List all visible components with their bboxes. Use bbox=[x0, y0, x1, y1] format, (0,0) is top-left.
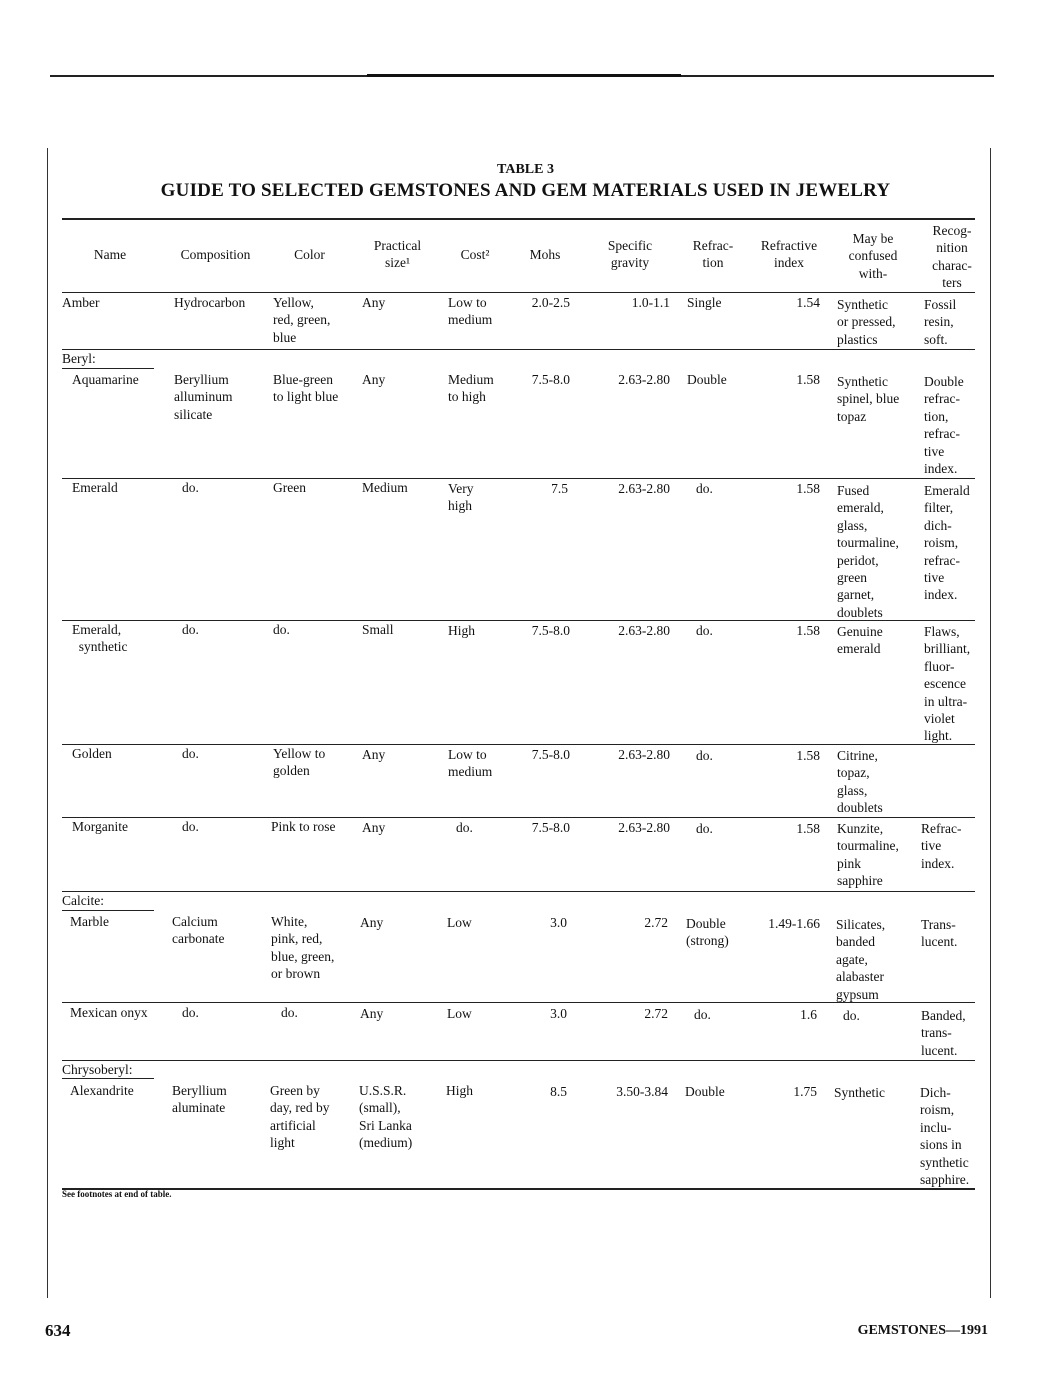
row-rule bbox=[62, 478, 975, 479]
cell-color: do. bbox=[281, 1005, 298, 1020]
cell-composition: Beryllium alluminum silicate bbox=[174, 372, 233, 422]
cell-refraction: do. bbox=[696, 481, 713, 496]
header-bottom-rule bbox=[62, 292, 975, 293]
col-header-mohs: Mohs bbox=[529, 247, 561, 262]
cell-confused: do. bbox=[843, 1008, 860, 1023]
cell-index: 1.58 bbox=[796, 821, 820, 836]
cell-cost: Low bbox=[447, 1006, 472, 1021]
cell-cost: Medium to high bbox=[448, 372, 494, 405]
cell-gravity: 2.63-2.80 bbox=[618, 820, 670, 835]
cell-size: Any bbox=[362, 372, 386, 387]
cell-size: Medium bbox=[362, 480, 408, 495]
cell-name: Aquamarine bbox=[72, 372, 139, 387]
cell-color: Pink to rose bbox=[271, 819, 336, 834]
cell-color: Yellow, red, green, blue bbox=[273, 295, 331, 345]
group-label-beryl: Beryl: bbox=[62, 351, 96, 366]
footnote: See footnotes at end of table. bbox=[62, 1189, 172, 1199]
cell-confused: Synthetic bbox=[834, 1085, 885, 1100]
table-caption: TABLE 3 bbox=[497, 162, 554, 177]
col-header-name: Name bbox=[93, 247, 127, 262]
cell-color: do. bbox=[273, 622, 290, 637]
col-header-gravity: Specific gravity bbox=[607, 238, 653, 271]
cell-size: Any bbox=[360, 915, 384, 930]
col-header-color: Color bbox=[294, 247, 325, 262]
cell-gravity: 2.63-2.80 bbox=[618, 623, 670, 638]
cell-name: Morganite bbox=[72, 819, 128, 834]
col-header-cost: Cost² bbox=[460, 247, 490, 262]
cell-color: Green by day, red by artificial light bbox=[270, 1083, 330, 1151]
cell-mohs: 8.5 bbox=[550, 1084, 567, 1099]
cell-size: Any bbox=[362, 820, 386, 835]
cell-name: Golden bbox=[72, 746, 112, 761]
cell-index: 1.6 bbox=[800, 1007, 817, 1022]
cell-composition: do. bbox=[182, 746, 199, 761]
cell-mohs: 7.5-8.0 bbox=[531, 747, 570, 762]
cell-gravity: 3.50-3.84 bbox=[616, 1084, 668, 1099]
cell-name: Emerald bbox=[72, 480, 118, 495]
cell-cost: High bbox=[446, 1083, 473, 1098]
row-rule bbox=[62, 891, 975, 892]
cell-recognition: Refrac- tive index. bbox=[921, 821, 962, 871]
cell-mohs: 7.5 bbox=[551, 481, 568, 496]
cell-index: 1.58 bbox=[796, 748, 820, 763]
table-title: GUIDE TO SELECTED GEMSTONES AND GEM MATERIALS USED IN JEWELRY bbox=[160, 180, 891, 201]
cell-gravity: 2.72 bbox=[644, 915, 668, 930]
cell-index: 1.58 bbox=[796, 623, 820, 638]
cell-size: Any bbox=[360, 1006, 384, 1021]
cell-index: 1.75 bbox=[793, 1084, 817, 1099]
col-header-recognition: Recog- nition charac- ters bbox=[932, 223, 972, 291]
cell-confused: Synthetic spinel, blue topaz bbox=[837, 374, 900, 424]
cell-confused: Synthetic or pressed, plastics bbox=[837, 297, 896, 347]
cell-mohs: 3.0 bbox=[550, 1006, 567, 1021]
cell-recognition: Trans- lucent. bbox=[921, 917, 958, 950]
cell-mohs: 3.0 bbox=[550, 915, 567, 930]
cell-index: 1.54 bbox=[796, 295, 820, 310]
cell-cost: High bbox=[448, 623, 475, 638]
col-header-refraction: Refrac- tion bbox=[692, 238, 734, 271]
table-bottom-rule bbox=[62, 1188, 975, 1190]
cell-recognition: Flaws, brilliant, fluor- escence in ultra- violet light. bbox=[924, 624, 971, 744]
cell-refraction: do. bbox=[696, 748, 713, 763]
row-rule bbox=[62, 349, 975, 350]
col-header-confused: May be confused with- bbox=[848, 231, 898, 281]
cell-color: Yellow to golden bbox=[273, 746, 326, 779]
cell-confused: Kunzite, tourmaline, pink sapphire bbox=[837, 821, 899, 889]
cell-composition: do. bbox=[182, 819, 199, 834]
cell-cost: Low to medium bbox=[448, 747, 493, 780]
col-header-composition: Composition bbox=[180, 247, 251, 262]
cell-size: U.S.S.R. (small), Sri Lanka (medium) bbox=[359, 1083, 413, 1151]
cell-cost: Low to medium bbox=[448, 295, 493, 328]
left-margin-line bbox=[47, 148, 48, 1298]
group-rule bbox=[62, 368, 154, 369]
cell-size: Small bbox=[362, 622, 394, 637]
cell-refraction: Double bbox=[687, 372, 727, 387]
group-rule bbox=[62, 1078, 154, 1079]
cell-recognition: Double refrac- tion, refrac- tive index. bbox=[924, 374, 964, 477]
cell-name: Mexican onyx bbox=[70, 1005, 148, 1020]
group-label-calcite: Calcite: bbox=[62, 893, 104, 908]
cell-mohs: 7.5-8.0 bbox=[531, 623, 570, 638]
cell-recognition: Emerald filter, dich- roism, refrac- tive index. bbox=[924, 483, 970, 603]
cell-refraction: Double bbox=[685, 1084, 725, 1099]
cell-name: Amber bbox=[62, 295, 100, 310]
cell-refraction: Double (strong) bbox=[686, 916, 729, 949]
group-rule bbox=[62, 910, 154, 911]
cell-gravity: 1.0-1.1 bbox=[631, 295, 670, 310]
row-rule bbox=[62, 1060, 975, 1061]
cell-name: Alexandrite bbox=[70, 1083, 134, 1098]
col-header-size: Practical size¹ bbox=[373, 238, 422, 271]
cell-color: Green bbox=[273, 480, 306, 495]
cell-gravity: 2.63-2.80 bbox=[618, 372, 670, 387]
cell-gravity: 2.72 bbox=[644, 1006, 668, 1021]
col-header-index: Refractive index bbox=[760, 238, 818, 271]
cell-cost: do. bbox=[456, 820, 473, 835]
row-rule bbox=[62, 817, 975, 818]
cell-recognition: Banded, trans- lucent. bbox=[921, 1008, 966, 1058]
cell-gravity: 2.63-2.80 bbox=[618, 747, 670, 762]
cell-mohs: 7.5-8.0 bbox=[531, 820, 570, 835]
cell-refraction: do. bbox=[696, 821, 713, 836]
cell-refraction: do. bbox=[696, 623, 713, 638]
row-rule bbox=[62, 620, 975, 621]
cell-size: Any bbox=[362, 747, 386, 762]
cell-composition: do. bbox=[182, 480, 199, 495]
cell-composition: Hydrocarbon bbox=[174, 295, 246, 310]
cell-recognition: Dich- roism, inclu- sions in synthetic sapphire. bbox=[920, 1085, 970, 1188]
cell-name: Emerald, synthetic bbox=[72, 622, 128, 655]
cell-confused: Fused emerald, glass, tourmaline, peridot, green garnet, doublets bbox=[837, 483, 899, 620]
cell-size: Any bbox=[362, 295, 386, 310]
cell-confused: Silicates, banded agate, alabaster gypsum bbox=[836, 917, 886, 1002]
cell-color: Blue-green to light blue bbox=[273, 372, 339, 405]
cell-name: Marble bbox=[70, 914, 109, 929]
row-rule bbox=[62, 1002, 975, 1003]
cell-refraction: do. bbox=[694, 1007, 711, 1022]
running-title: GEMSTONES—1991 bbox=[857, 1323, 988, 1338]
cell-gravity: 2.63-2.80 bbox=[618, 481, 670, 496]
cell-composition: Beryllium aluminate bbox=[172, 1083, 227, 1116]
group-label-chrysoberyl: Chrysoberyl: bbox=[62, 1062, 133, 1077]
cell-refraction: Single bbox=[687, 295, 722, 310]
cell-cost: Low bbox=[447, 915, 472, 930]
page-number: 634 bbox=[45, 1321, 71, 1340]
cell-index: 1.58 bbox=[796, 372, 820, 387]
cell-confused: Genuine emerald bbox=[837, 624, 883, 657]
cell-color: White, pink, red, blue, green, or brown bbox=[271, 914, 335, 982]
header-top-rule bbox=[62, 218, 975, 220]
cell-mohs: 2.0-2.5 bbox=[531, 295, 570, 310]
cell-index: 1.49-1.66 bbox=[768, 916, 820, 931]
cell-composition: Calcium carbonate bbox=[172, 914, 225, 947]
cell-index: 1.58 bbox=[796, 481, 820, 496]
cell-recognition: Fossil resin, soft. bbox=[924, 297, 957, 347]
top-rule-accent bbox=[367, 74, 681, 77]
row-rule bbox=[62, 744, 975, 745]
cell-mohs: 7.5-8.0 bbox=[531, 372, 570, 387]
cell-composition: do. bbox=[182, 1005, 199, 1020]
cell-composition: do. bbox=[182, 622, 199, 637]
cell-confused: Citrine, topaz, glass, doublets bbox=[837, 748, 883, 816]
right-margin-line bbox=[990, 148, 991, 1298]
cell-cost: Very high bbox=[448, 481, 474, 514]
